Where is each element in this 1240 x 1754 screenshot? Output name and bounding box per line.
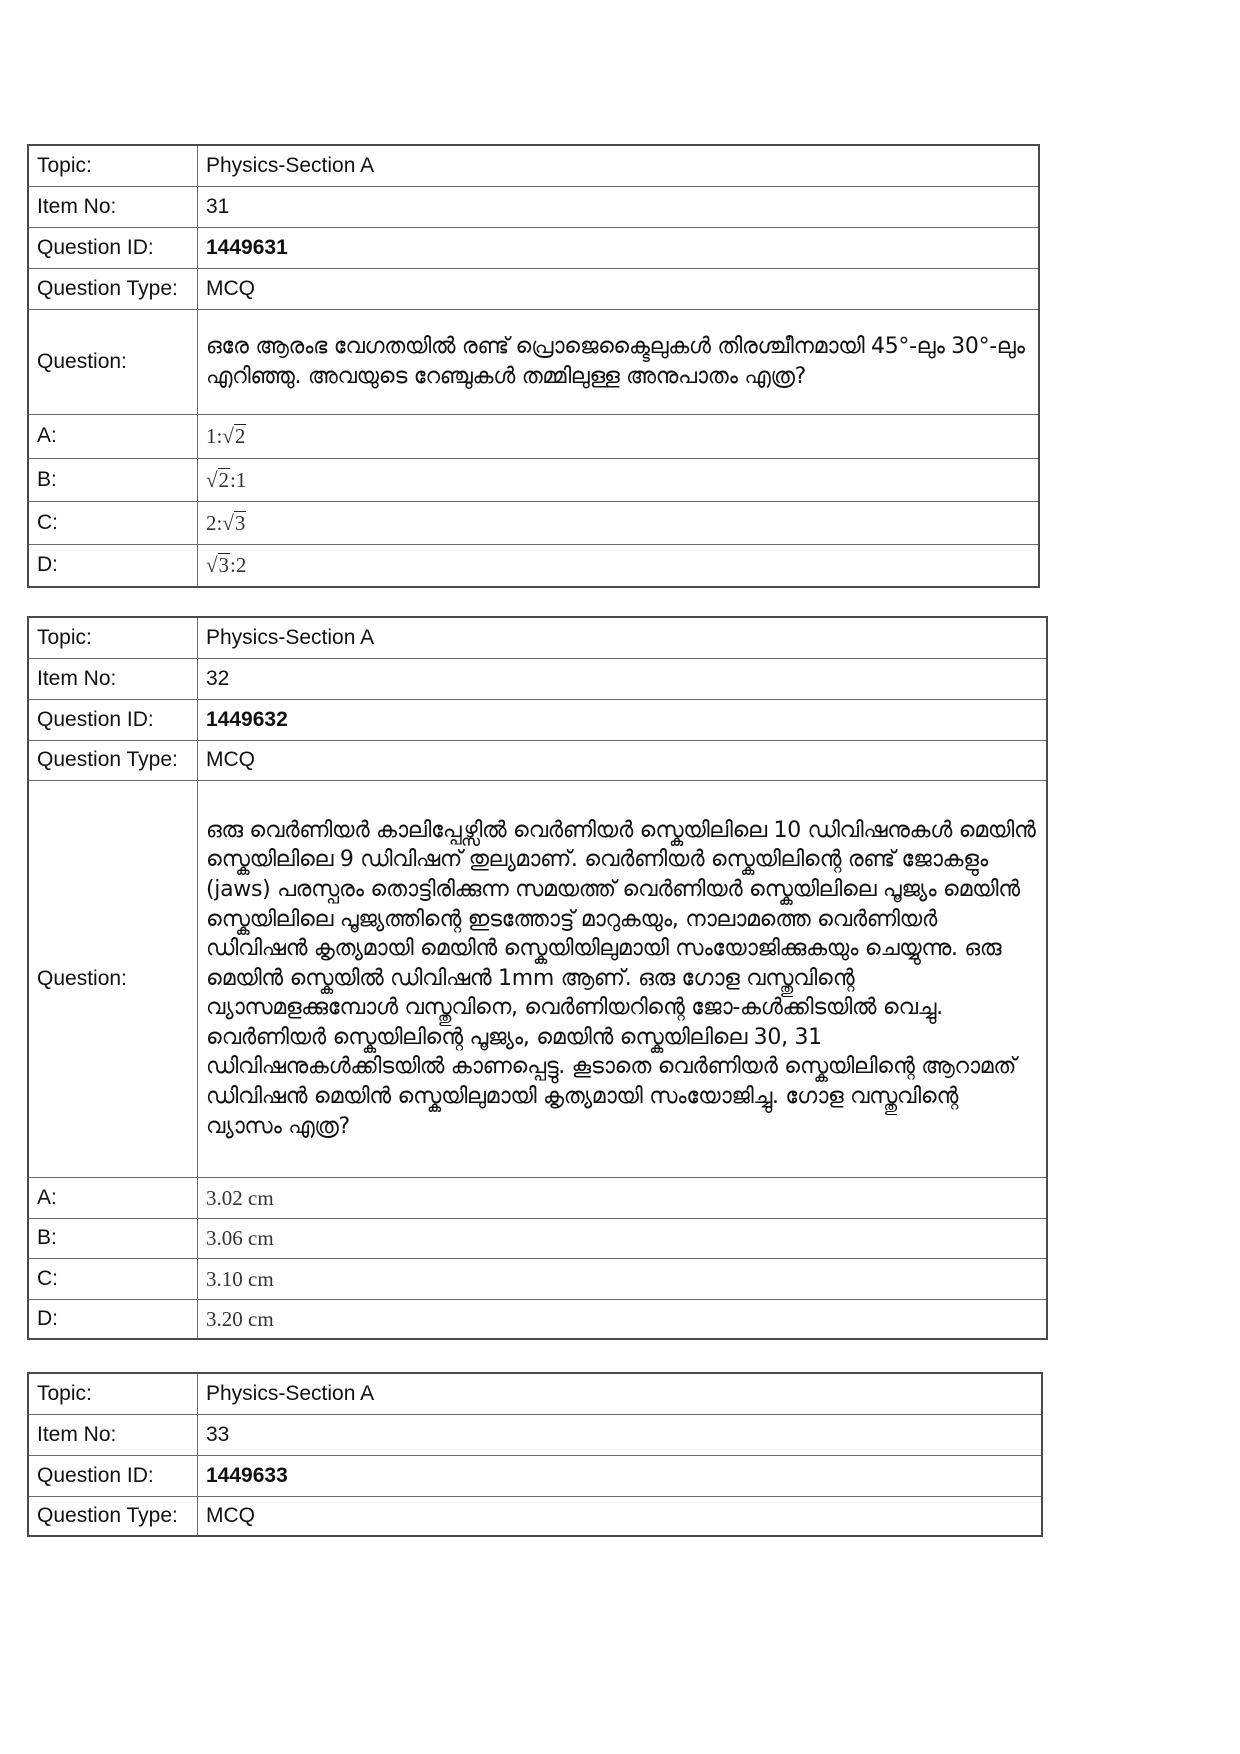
item-no-label: Item No: xyxy=(28,1414,198,1455)
question-id-row xyxy=(28,1455,1042,1496)
question-table-33 xyxy=(27,1372,1043,1537)
question-type-label: Question Type: xyxy=(28,268,198,309)
item-no-value: 31 xyxy=(198,186,1040,227)
item-no-label: Item No: xyxy=(28,658,198,699)
topic-row xyxy=(28,1373,1042,1414)
question-row xyxy=(28,780,1047,1177)
topic-label: Topic: xyxy=(28,145,198,186)
question-type-row xyxy=(28,1496,1042,1536)
option-d-value: 3.20 cm xyxy=(198,1299,1048,1339)
question-type-label: Question Type: xyxy=(28,1496,198,1536)
question-id-row xyxy=(28,699,1047,740)
question-type-row xyxy=(28,740,1047,780)
option-a-label: A: xyxy=(28,414,198,458)
question-type-value: MCQ xyxy=(198,740,1048,780)
option-c-row xyxy=(28,1258,1047,1299)
option-d-label: D: xyxy=(28,1299,198,1339)
question-label: Question: xyxy=(28,780,198,1177)
question-text: ഒരു വെർണിയർ കാലിപ്പേഴ്സിൽ വെർണിയർ സ്കെയിലിലെ 10 ഡിവിഷനുകൾ മെയിൻ സ്കെയിലിലെ 9 ഡിവിഷന് തുല്യമാണ്. വെർണിയർ സ്കെയിലിന്റെ രണ്ട് ജോകളും (jaws) പരസ്പരം തൊട്ടിരിക്കുന്ന സമയത്ത് വെർണിയർ സ്കെയിലിലെ പൂജ്യം മെയിൻ സ്കെയിലിലെ പൂജ്യത്തിന്റെ ഇടത്തോട്ട് മാറുകയും, നാലാമത്തെ വെർണിയർ ഡിവിഷൻ കൃത്യമായി മെയിൻ സ്കെയിയിലുമായി സംയോജിക്കുകയും ചെയ്യുന്നു. ഒരു മെയിൻ സ്കെയിൽ ഡിവിഷൻ 1mm ആണ്. ഒരു ഗോള വസ്തുവിന്റെ വ്യാസമളക്കുമ്പോൾ വസ്തുവിനെ, വെർണിയറിന്റെ ജോ-കൾക്കിടയിൽ വെച്ചു. വെർണിയർ സ്കെയിലിന്റെ പൂജ്യം, മെയിൻ സ്കെയിലിലെ 30, 31 ഡിവിഷനുകൾക്കിടയിൽ കാണപ്പെട്ടു. കൂടാതെ വെർണിയർ സ്കെയിലിന്റെ ആറാമത് ഡിവിഷൻ മെയിൻ സ്കെയിലുമായി കൃത്യമായി സംയോജിച്ചു. ഗോള വസ്തുവിന്റെ വ്യാസം എത്ര? xyxy=(198,780,1048,1177)
question-id-value: 1449632 xyxy=(198,699,1048,740)
topic-value: Physics-Section A xyxy=(198,617,1048,658)
option-c-value: 3.10 cm xyxy=(198,1258,1048,1299)
item-no-row xyxy=(28,1414,1042,1455)
topic-label: Topic: xyxy=(28,1373,198,1414)
item-no-value: 33 xyxy=(198,1414,1043,1455)
option-d-label: D: xyxy=(28,544,198,587)
question-id-value: 1449631 xyxy=(198,227,1040,268)
topic-label: Topic: xyxy=(28,617,198,658)
sqrt-symbol: √ xyxy=(206,553,218,578)
question-id-label: Question ID: xyxy=(28,1455,198,1496)
topic-value: Physics-Section A xyxy=(198,1373,1043,1414)
question-table-31 xyxy=(27,144,1040,588)
option-b-value xyxy=(198,458,1040,501)
option-c-radicand: 3 xyxy=(234,510,246,535)
question-type-row xyxy=(28,268,1039,309)
option-b-label: B: xyxy=(28,458,198,501)
option-c-label: C: xyxy=(28,1258,198,1299)
option-b-value: 3.06 cm xyxy=(198,1218,1048,1258)
question-id-label: Question ID: xyxy=(28,699,198,740)
question-row xyxy=(28,309,1039,414)
question-text: ഒരേ ആരംഭ വേഗതയിൽ രണ്ട് പ്രൊജെക്ടൈലുകൾ തിരശ്ചീനമായി 45°-ലും 30°-ലും എറിഞ്ഞു. അവയുടെ റേഞ്ചുകൾ തമ്മിലുള്ള അനുപാതം എത്ര? xyxy=(198,309,1040,414)
option-b-radicand: 2 xyxy=(218,467,230,492)
option-a-value: 3.02 cm xyxy=(198,1177,1048,1218)
sqrt-symbol: √ xyxy=(222,510,234,535)
option-a-pre: 1: xyxy=(206,424,223,448)
option-d-row xyxy=(28,544,1039,587)
option-a-row xyxy=(28,414,1039,458)
item-no-label: Item No: xyxy=(28,186,198,227)
question-id-value: 1449633 xyxy=(198,1455,1043,1496)
option-d-post: :2 xyxy=(230,553,247,578)
option-d-row xyxy=(28,1299,1047,1339)
item-no-value: 32 xyxy=(198,658,1048,699)
option-d-value xyxy=(198,544,1040,587)
question-table-32 xyxy=(27,616,1048,1340)
option-a-label: A: xyxy=(28,1177,198,1218)
question-type-value: MCQ xyxy=(198,1496,1043,1536)
topic-value: Physics-Section A xyxy=(198,145,1040,186)
item-no-row xyxy=(28,186,1039,227)
question-type-value: MCQ xyxy=(198,268,1040,309)
option-c-value xyxy=(198,501,1040,544)
option-b-row xyxy=(28,458,1039,501)
option-d-radicand: 3 xyxy=(218,553,230,578)
sqrt-symbol: √ xyxy=(222,424,234,448)
option-b-row xyxy=(28,1218,1047,1258)
option-a-radicand: 2 xyxy=(234,424,246,448)
option-c-pre: 2: xyxy=(206,510,223,535)
option-b-label: B: xyxy=(28,1218,198,1258)
option-a-row xyxy=(28,1177,1047,1218)
option-b-post: :1 xyxy=(230,467,247,492)
topic-row xyxy=(28,617,1047,658)
question-id-row xyxy=(28,227,1039,268)
item-no-row xyxy=(28,658,1047,699)
sqrt-symbol: √ xyxy=(206,467,218,492)
question-type-label: Question Type: xyxy=(28,740,198,780)
question-id-label: Question ID: xyxy=(28,227,198,268)
topic-row xyxy=(28,145,1039,186)
option-c-row xyxy=(28,501,1039,544)
option-a-value xyxy=(198,414,1040,458)
question-label: Question: xyxy=(28,309,198,414)
option-c-label: C: xyxy=(28,501,198,544)
